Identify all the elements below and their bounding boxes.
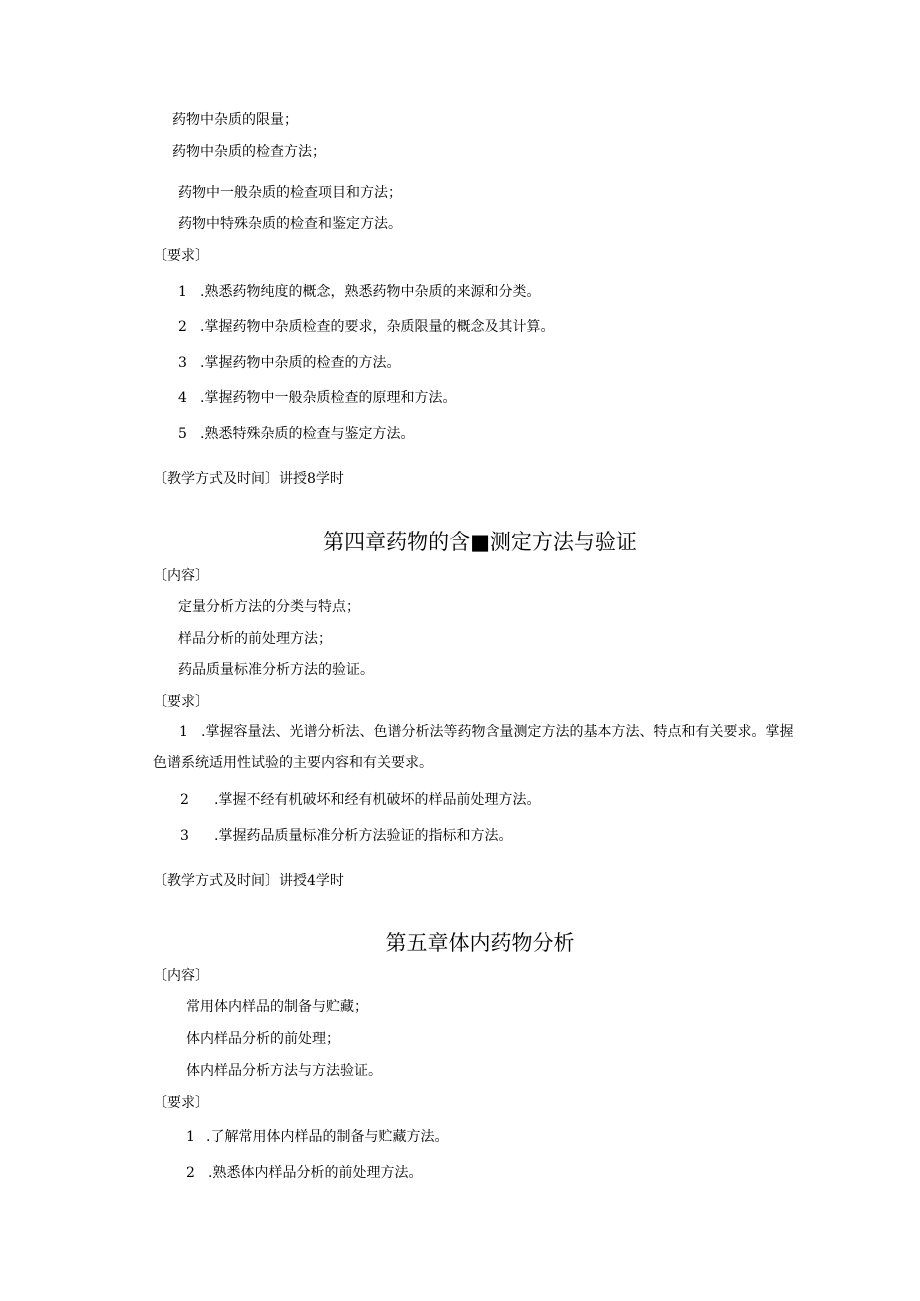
content-label: 〔内容〕 — [153, 568, 209, 584]
requirement-text: .掌握药物中一般杂质检查的原理和方法。 — [200, 390, 457, 406]
requirement-item — [178, 353, 400, 373]
content-line: 常用体内样品的制备与贮藏； — [186, 999, 368, 1015]
content-line: 药物中杂质的检查方法； — [172, 144, 326, 160]
requirement-number: 3 — [178, 355, 187, 371]
requirements-label: 〔要求〕 — [153, 1095, 209, 1111]
requirement-number: 1 — [179, 724, 188, 740]
requirements-label: 〔要求〕 — [153, 248, 209, 264]
requirement-item — [178, 282, 540, 302]
requirement-text: .掌握不经有机破坏和经有机破坏的样品前处理方法。 — [214, 792, 541, 808]
requirement-number: 2 — [180, 792, 189, 808]
requirement-text: .掌握药品质量标准分析方法验证的指标和方法。 — [214, 828, 513, 844]
requirement-text: .熟悉特殊杂质的检查与鉴定方法。 — [200, 426, 415, 442]
requirements-label: 〔要求〕 — [153, 694, 209, 710]
requirement-number: 1 — [186, 1129, 195, 1145]
requirement-text: .了解常用体内样品的制备与贮藏方法。 — [206, 1129, 449, 1145]
requirement-number: 3 — [180, 828, 189, 844]
chapter-title: 第五章体内药物分析 — [385, 931, 575, 955]
teaching-method — [153, 469, 344, 489]
requirement-text: .掌握药物中杂质的检查的方法。 — [200, 355, 401, 371]
requirement-item — [178, 424, 414, 444]
content-line: 药物中杂质的限量； — [172, 112, 298, 128]
content-line: 样品分析的前处理方法； — [178, 631, 332, 647]
chapter-title: 第四章药物的含■测定方法与验证 — [323, 530, 637, 554]
content-line: 体内样品分析的前处理； — [186, 1031, 340, 1047]
teaching-method-label: 〔教学方式及时间〕 — [153, 873, 279, 889]
requirement-item — [180, 790, 540, 810]
requirement-item — [153, 717, 803, 779]
requirement-text: .熟悉体内样品分析的前处理方法。 — [208, 1165, 423, 1181]
requirement-text: .掌握药物中杂质检查的要求，杂质限量的概念及其计算。 — [200, 319, 555, 335]
content-line: 定量分析方法的分类与特点； — [178, 599, 360, 615]
content-line: 药物中特殊杂质的检查和鉴定方法。 — [178, 216, 402, 232]
teaching-method-value: 讲授4学时 — [279, 873, 344, 889]
teaching-method — [153, 871, 344, 891]
requirement-item — [178, 317, 554, 337]
requirement-text: .掌握容量法、光谱分析法、色谱分析法等药物含量测定方法的基本方法、特点和有关要求。掌握色谱系统适用性试验的主要内容和有关要求。 — [153, 724, 794, 771]
requirement-item — [186, 1127, 448, 1147]
teaching-method-label: 〔教学方式及时间〕 — [153, 471, 279, 487]
requirement-number: 5 — [178, 426, 187, 442]
content-line: 药品质量标准分析方法的验证。 — [178, 662, 374, 678]
content-label: 〔内容〕 — [153, 968, 209, 984]
requirement-number: 1 — [178, 284, 187, 300]
content-line: 体内样品分析方法与方法验证。 — [186, 1063, 382, 1079]
requirement-number: 2 — [178, 319, 187, 335]
teaching-method-value: 讲授8学时 — [279, 471, 344, 487]
content-line: 药物中一般杂质的检查项目和方法； — [178, 185, 402, 201]
requirement-number: 2 — [186, 1165, 195, 1181]
requirement-number: 4 — [178, 390, 187, 406]
requirement-item — [180, 826, 512, 846]
requirement-item — [186, 1163, 422, 1183]
requirement-text: .熟悉药物纯度的概念，熟悉药物中杂质的来源和分类。 — [200, 284, 541, 300]
requirement-item — [178, 388, 456, 408]
